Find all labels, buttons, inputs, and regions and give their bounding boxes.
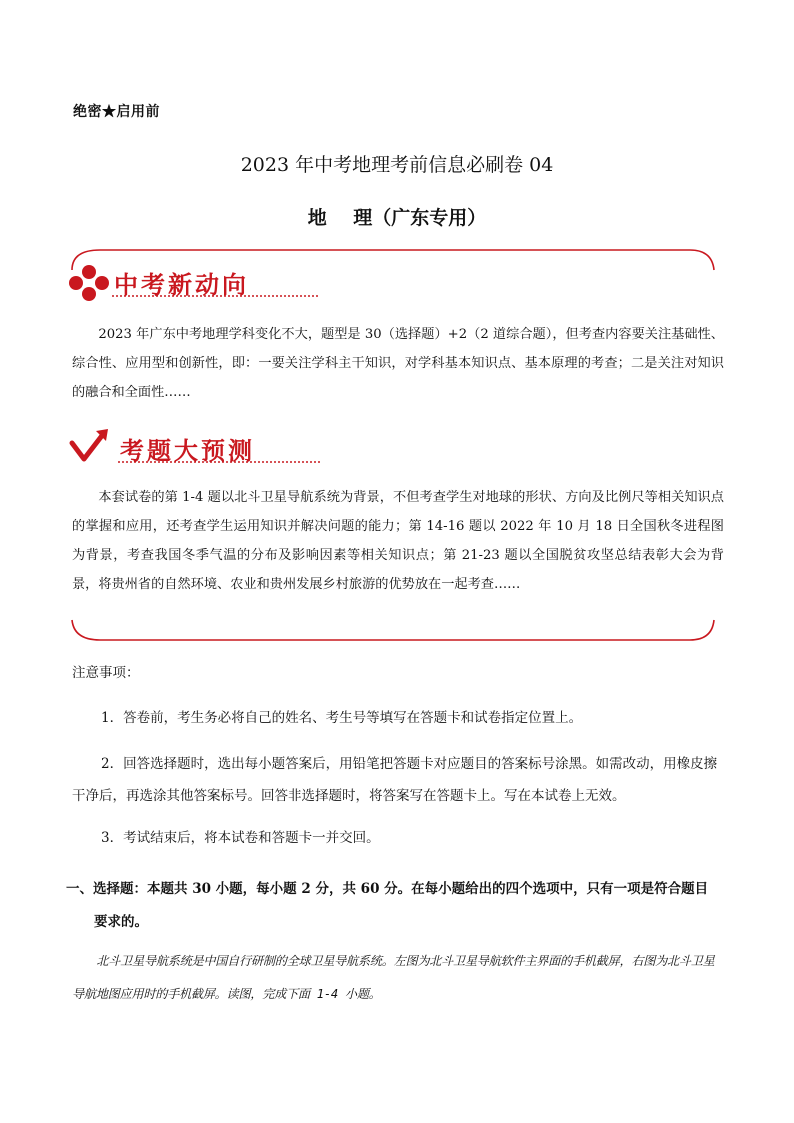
confidential-label: 绝密★启用前: [73, 104, 160, 120]
banner-prediction-title: 考题大预测: [120, 437, 255, 465]
page-subtitle: 地 理（广东专用）: [307, 207, 487, 229]
four-petal-flower-icon: [68, 264, 110, 302]
notes-item-2: 2．回答选择题时，选出每小题答案后，用铅笔把答题卡对应题目的答案标号涂黑。如需改动，用橡皮擦干净后，再选涂其他答案标号。回答非选择题时，将答案写在答题卡上。写在本试卷上无效。: [72, 756, 718, 804]
banner-new-trends-title: 中考新动向: [114, 271, 249, 299]
section-one-title: [66, 873, 726, 939]
banner-prediction: [68, 425, 268, 465]
page-title: 2023 年中考地理考前信息必刷卷 04: [240, 154, 554, 176]
prediction-body: 本套试卷的第 1-4 题以北斗卫星导航系统为背景，不但考查学生对地球的形状、方向及比例尺等相关知识点的掌握和应用，还考查学生运用知识并解决问题的能力；第 14-16 题以 2022 年 10 月 18 日全国秋冬进程图为背景，考查我国冬季气温的分布及影响因素等相关知识点；第 21-23 题以全国脱贫攻坚总结表彰大会为背景，将贵州省的自然环境、农业和贵州发展乡村旅游的优势放在一起考查……: [72, 490, 724, 592]
question-intro: 北斗卫星导航系统是中国自行研制的全球卫星导航系统。左图为北斗卫星导航软件主界面的手机截屏，右图为北斗卫星导航地图应用时的手机截屏。读图，完成下面 1-4 小题。: [72, 954, 715, 1001]
notes-heading: 注意事项：: [72, 665, 140, 681]
section-one-title-line2: 要求的。: [94, 914, 148, 930]
section-one-title-line1: 一、选择题：本题共 30 小题，每小题 2 分，共 60 分。在每小题给出的四个选项中，只有一项是符合题目: [66, 881, 709, 897]
banner-underline: [112, 292, 324, 300]
notes-item-3: 3．考试结束后，将本试卷和答题卡一并交回。: [101, 830, 380, 846]
notes-item-1: 1．答卷前，考生务必将自己的姓名、考生号等填写在答题卡和试卷指定位置上。: [101, 710, 583, 726]
check-arrow-icon: [68, 425, 112, 465]
banner-new-trends: [68, 262, 268, 302]
new-trends-body: 2023 年广东中考地理学科变化不大，题型是 30（选择题）+2（2 道综合题），但考查内容要关注基础性、综合性、应用型和创新性，即：一要关注学科主干知识，对学科基本知识点、基本原理的考查；二是关注对知识的融合和全面性……: [72, 327, 724, 400]
banner-underline: [118, 458, 328, 466]
